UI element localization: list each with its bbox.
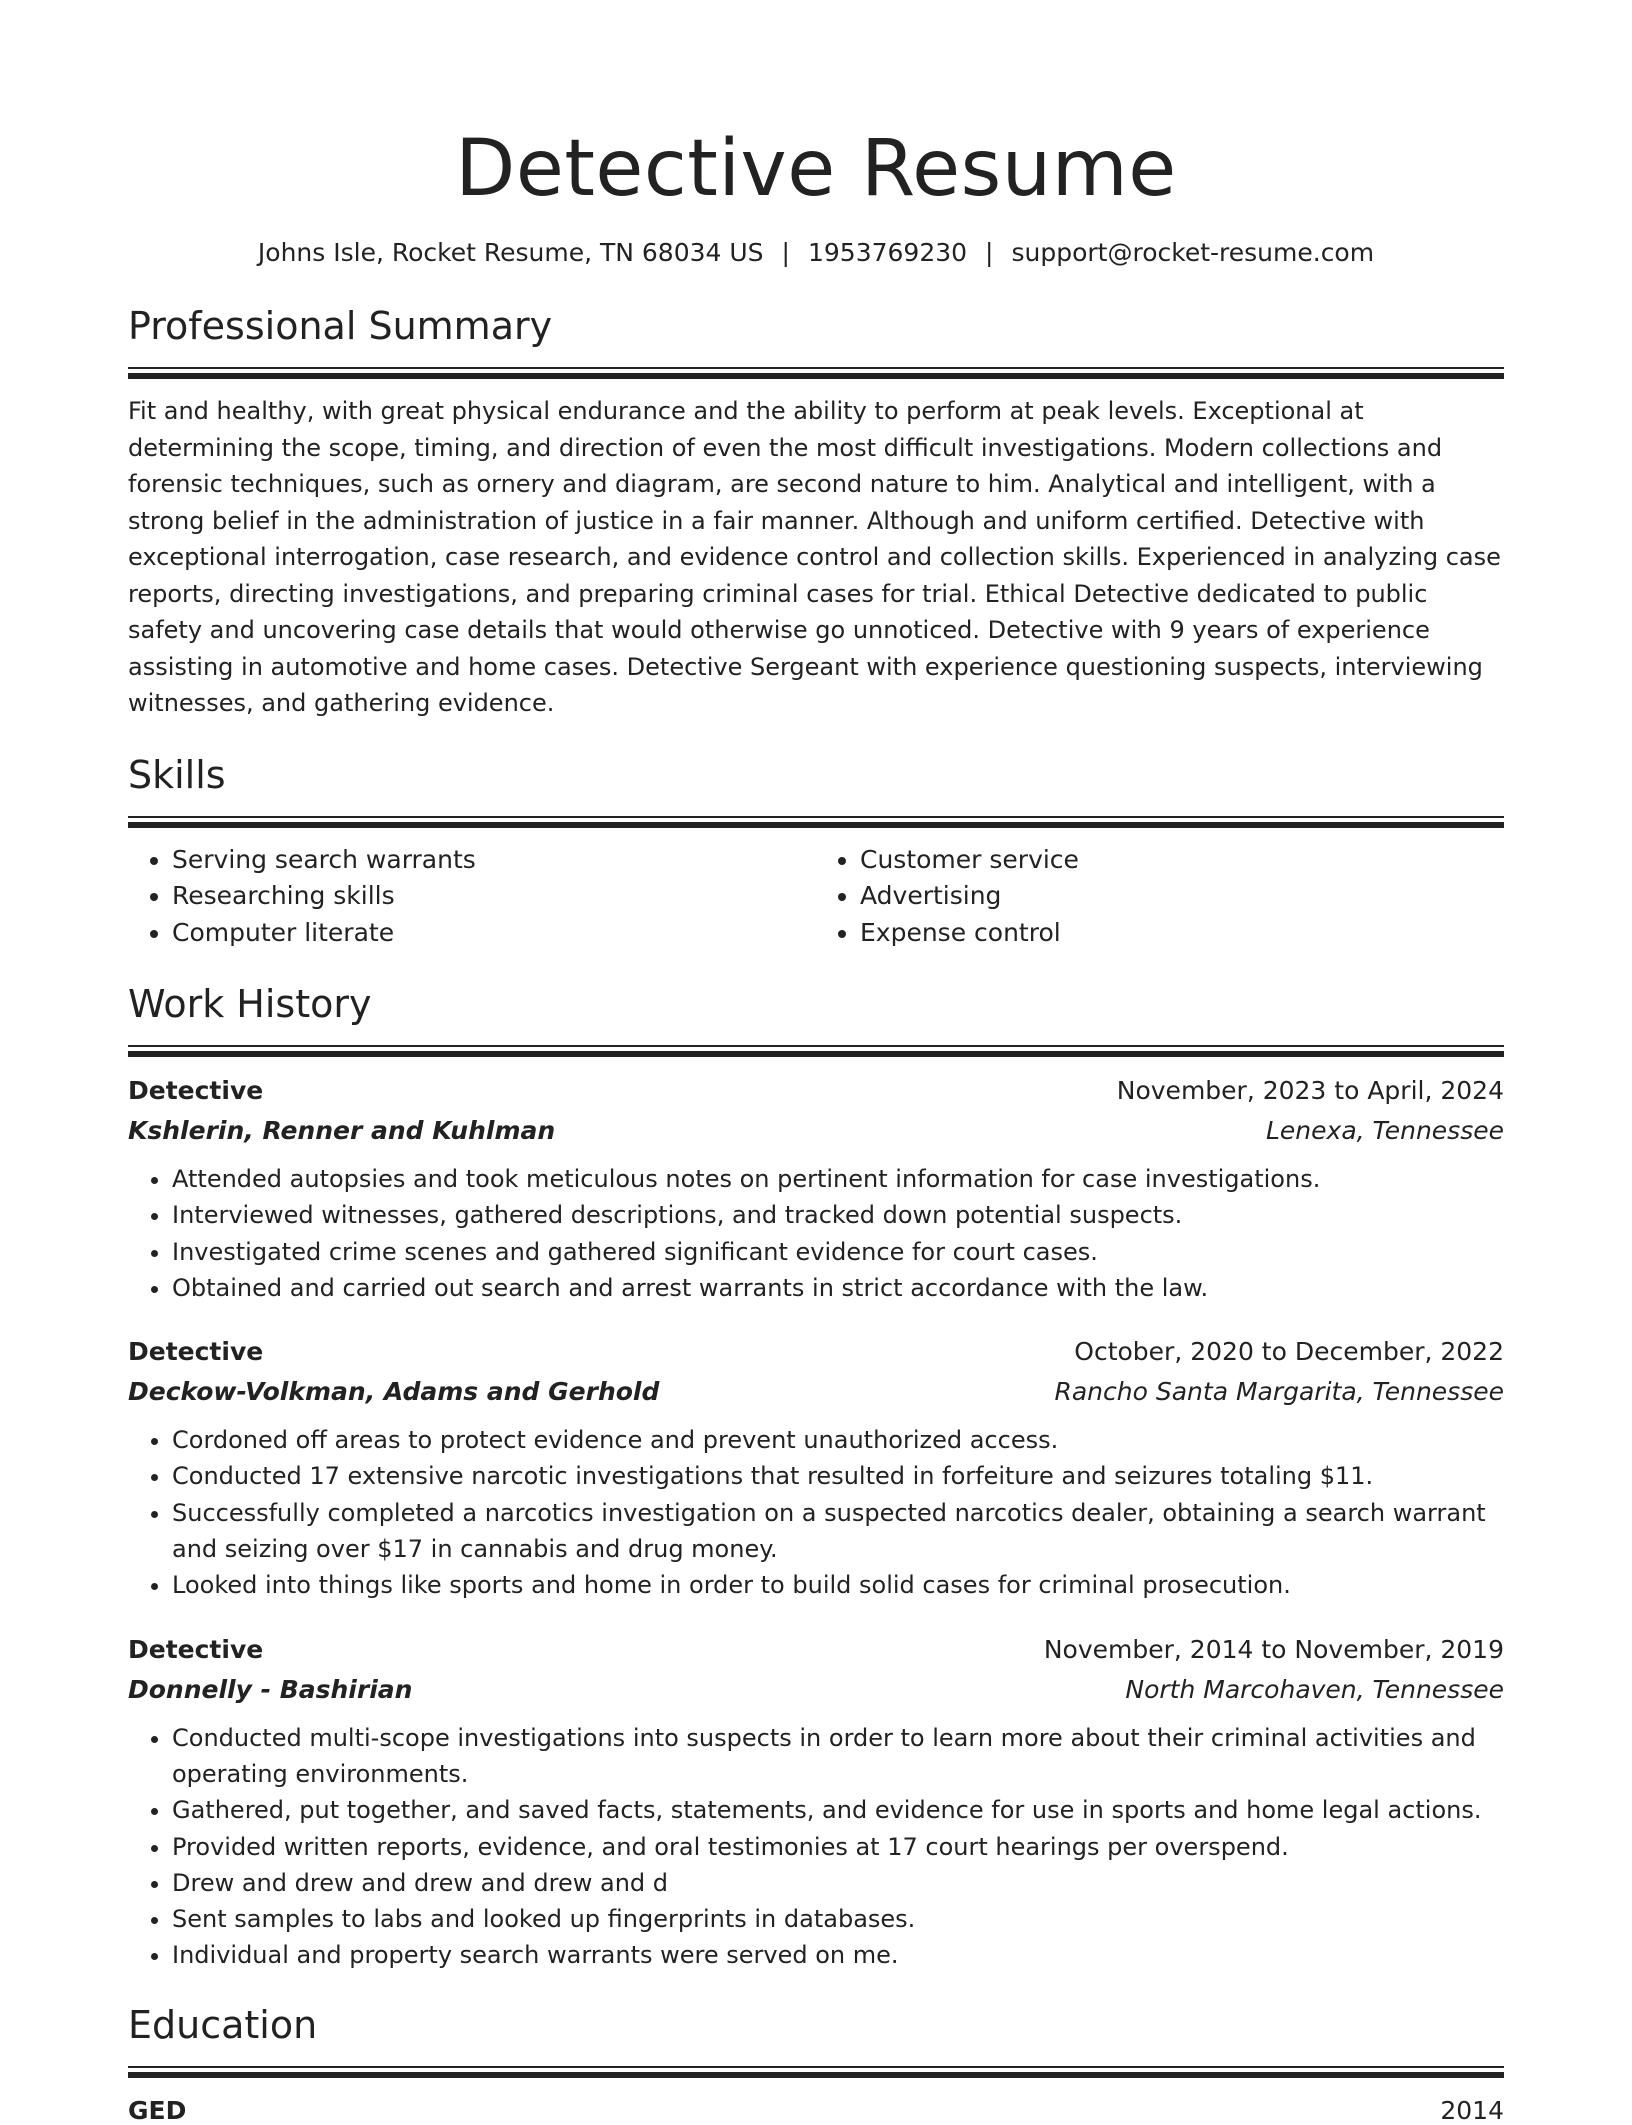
job-header-row bbox=[128, 1630, 1504, 1670]
job-bullet: • Provided written reports, evidence, and oral testimonies at 17 court hearings per overspend. bbox=[172, 1829, 1504, 1865]
job-title: Detective bbox=[128, 1337, 264, 1367]
job-bullets bbox=[128, 1161, 1504, 1306]
job-company-row bbox=[128, 1372, 1504, 1412]
job-bullets bbox=[128, 1720, 1504, 1974]
job-bullet: • Sent samples to labs and looked up fingerprints in databases. bbox=[172, 1901, 1504, 1937]
job-bullets bbox=[128, 1422, 1504, 1603]
skill-item: • Advertising bbox=[860, 878, 1504, 915]
job-bullet: • Individual and property search warrants were served on me. bbox=[172, 1937, 1504, 1973]
job-bullet: • Interviewed witnesses, gathered descriptions, and tracked down potential suspects. bbox=[172, 1197, 1504, 1233]
job-location: Lenexa, Tennessee bbox=[1266, 1116, 1504, 1145]
job-company-row bbox=[128, 1670, 1504, 1710]
job-bullet: • Successfully completed a narcotics investigation on a suspected narcotics dealer, obtaining a search warrant and seizing over $17 in cannabis and drug money. bbox=[172, 1495, 1504, 1568]
job-header-row bbox=[128, 1332, 1504, 1372]
job-company: Kshlerin, Renner and Kuhlman bbox=[128, 1116, 556, 1145]
job-title: Detective bbox=[128, 1076, 264, 1105]
education-year: 2014 bbox=[1440, 2095, 1504, 2125]
education-degree: GED bbox=[128, 2095, 187, 2125]
job-bullet: • Drew and drew and drew and drew and d bbox=[172, 1865, 1504, 1901]
skill-item: • Expense control bbox=[860, 915, 1504, 952]
education-section bbox=[128, 2002, 1504, 2125]
skills-column-right bbox=[816, 842, 1504, 952]
section-heading-summary: Professional Summary bbox=[128, 304, 553, 348]
job-location: Rancho Santa Margarita, Tennessee bbox=[1054, 1377, 1504, 1407]
job-header-row bbox=[128, 1071, 1504, 1111]
section-divider bbox=[128, 816, 1504, 828]
skill-item: • Researching skills bbox=[172, 878, 816, 915]
contact-separator: | bbox=[985, 238, 994, 267]
job-entry bbox=[128, 1332, 1504, 1603]
skills-section bbox=[128, 752, 1504, 952]
section-divider bbox=[128, 367, 1504, 379]
skill-item: • Computer literate bbox=[172, 915, 816, 952]
job-bullet: • Obtained and carried out search and arrest warrants in strict accordance with the law. bbox=[172, 1270, 1504, 1306]
work-history-section bbox=[128, 982, 1504, 1974]
job-company-row bbox=[128, 1111, 1504, 1151]
contact-line bbox=[128, 238, 1504, 267]
section-divider bbox=[128, 1045, 1504, 1057]
job-bullet: • Attended autopsies and took meticulous notes on pertinent information for case investigations. bbox=[172, 1161, 1504, 1197]
job-bullet: • Looked into things like sports and home in order to build solid cases for criminal prosecution. bbox=[172, 1567, 1504, 1603]
job-bullet: • Conducted 17 extensive narcotic investigations that resulted in forfeiture and seizures totaling $11. bbox=[172, 1458, 1504, 1494]
resume-title: Detective Resume bbox=[455, 124, 1177, 214]
section-heading-skills: Skills bbox=[128, 752, 226, 797]
contact-email: support@rocket-resume.com bbox=[1011, 238, 1375, 267]
job-bullet: • Investigated crime scenes and gathered significant evidence for court cases. bbox=[172, 1234, 1504, 1270]
contact-separator: | bbox=[781, 238, 790, 267]
job-bullet: • Cordoned off areas to protect evidence and prevent unauthorized access. bbox=[172, 1422, 1504, 1458]
skill-item: • Customer service bbox=[860, 842, 1504, 879]
job-dates: November, 2023 to April, 2024 bbox=[1116, 1076, 1504, 1105]
contact-address: Johns Isle, Rocket Resume, TN 68034 US bbox=[257, 238, 764, 267]
job-bullet: • Conducted multi-scope investigations into suspects in order to learn more about their criminal activities and operating environments. bbox=[172, 1720, 1504, 1793]
job-location: North Marcohaven, Tennessee bbox=[1125, 1674, 1504, 1704]
job-entry bbox=[128, 1630, 1504, 1974]
job-dates: November, 2014 to November, 2019 bbox=[1043, 1634, 1504, 1664]
job-dates: October, 2020 to December, 2022 bbox=[1074, 1337, 1504, 1367]
summary-section bbox=[128, 304, 1504, 722]
section-heading-work-history: Work History bbox=[128, 982, 372, 1026]
skill-item: • Serving search warrants bbox=[172, 842, 816, 879]
section-divider bbox=[128, 2066, 1504, 2078]
contact-phone: 1953769230 bbox=[807, 238, 968, 267]
skills-column-left bbox=[128, 842, 816, 952]
job-title: Detective bbox=[128, 1634, 264, 1664]
job-entry bbox=[128, 1071, 1504, 1306]
skills-list bbox=[128, 842, 1504, 952]
job-bullet: • Gathered, put together, and saved facts, statements, and evidence for use in sports and home legal actions. bbox=[172, 1792, 1504, 1828]
section-heading-education: Education bbox=[128, 2002, 318, 2047]
summary-text: Fit and healthy, with great physical endurance and the ability to perform at peak levels. Exceptional at determining the scope, timing, and direction of even the most difficult investigations. Modern collections and forensic techniques, such as ornery and diagram, are second nature to him. Analytical and intelligent, with a strong belief in the administration of justice in a fair manner. Although and uniform certified. Detective with exceptional interrogation, case research, and evidence control and collection skills. Experienced in analyzing case reports, directing investigations, and preparing criminal cases for trial. Ethical Detective dedicated to public safety and uncovering case details that would otherwise go unnoticed. Detective with 9 years of experience assisting in automotive and home cases. Detective Sergeant with experience questioning suspects, interviewing witnesses, and gathering evidence. bbox=[128, 397, 1501, 717]
job-company: Deckow-Volkman, Adams and Gerhold bbox=[128, 1377, 660, 1407]
job-company: Donnelly - Bashirian bbox=[128, 1674, 413, 1704]
education-row bbox=[128, 2096, 1504, 2125]
